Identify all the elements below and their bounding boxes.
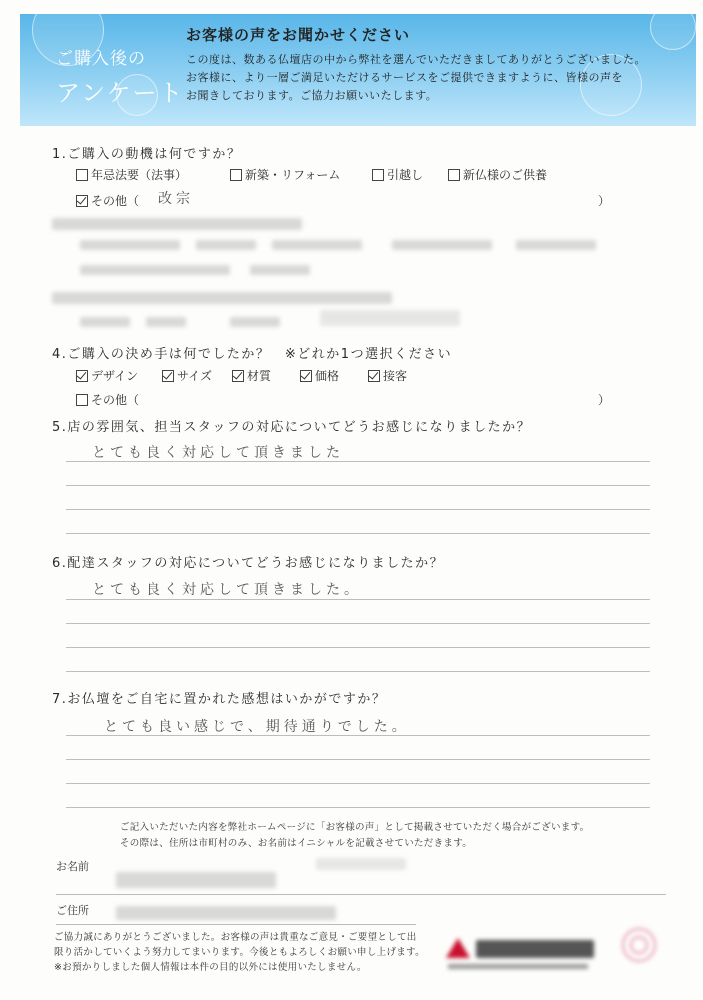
checkbox[interactable] bbox=[76, 394, 88, 406]
answer-line bbox=[66, 461, 650, 462]
question-5-title: 5.店の雰囲気、担当スタッフの対応についてどうお感じになりましたか？ bbox=[52, 420, 532, 435]
q1-other-answer: 改宗 bbox=[158, 191, 194, 207]
q1-option-new-buddha[interactable]: 新仏様のご供養 bbox=[448, 166, 547, 183]
question-6-title: 6.配達スタッフの対応についてどうお感じになりましたか？ bbox=[52, 556, 445, 571]
intro-line: お客様に、より一層ご満足いただけるサービスをご提供できますように、皆様の声を bbox=[186, 71, 623, 84]
answer-line bbox=[66, 671, 650, 672]
checkbox-checked[interactable] bbox=[162, 370, 174, 382]
title-line2: アンケート bbox=[56, 79, 185, 107]
intro-panel bbox=[186, 24, 686, 116]
answer-line bbox=[66, 533, 650, 534]
closing-note: 限り活かしていくよう努力してまいります。今後ともよろしくお願い申し上げます。 bbox=[54, 947, 425, 958]
close-paren: ） bbox=[598, 194, 611, 208]
checkbox-checked[interactable] bbox=[76, 195, 88, 207]
title-line1: ご購入後の bbox=[56, 49, 146, 69]
q4-option-other[interactable]: その他（ bbox=[76, 391, 139, 408]
q6-answer: とても良く対応して頂きました。 bbox=[92, 582, 362, 598]
q1-option-moving[interactable]: 引越し bbox=[372, 166, 423, 183]
q1-option-other[interactable]: その他（ bbox=[76, 192, 139, 209]
question-1-title: 1.ご購入の動機は何ですか？ bbox=[52, 147, 242, 162]
stamp-mark bbox=[618, 924, 658, 968]
q7-answer: とても良い感じで、期待通りでした。 bbox=[104, 719, 410, 735]
q5-answer: とても良く対応して頂きました bbox=[92, 445, 344, 461]
publish-notice: ご記入いただいた内容を弊社ホームページに「お客様の声」として掲載させていただく場合がございます。 bbox=[120, 822, 590, 833]
q4-option-design[interactable]: デザイン bbox=[76, 367, 138, 384]
question-4-title: 4.ご購入の決め手は何でしたか？ ※どれか1つ選択ください bbox=[52, 347, 453, 362]
answer-line bbox=[66, 623, 650, 624]
checkbox-checked[interactable] bbox=[76, 370, 88, 382]
q4-option-material[interactable]: 材質 bbox=[232, 367, 271, 384]
intro-line: この度は、数ある仏壇店の中から弊社を選んでいただきましてありがとうございました。 bbox=[186, 53, 646, 66]
answer-line bbox=[66, 759, 650, 760]
address-value-redacted bbox=[116, 906, 336, 920]
q4-option-service[interactable]: 接客 bbox=[368, 367, 407, 384]
company-logo bbox=[440, 928, 600, 972]
q4-option-size[interactable]: サイズ bbox=[162, 367, 212, 384]
q1-option-memorial[interactable]: 年忌法要（法事） bbox=[76, 166, 187, 183]
name-value-redacted bbox=[116, 872, 276, 888]
answer-line bbox=[66, 599, 650, 600]
header-banner bbox=[20, 14, 696, 126]
close-paren: ） bbox=[598, 393, 611, 407]
checkbox-checked[interactable] bbox=[368, 370, 380, 382]
name-reading-redacted bbox=[316, 858, 406, 870]
question-7-title: 7.お仏壇をご自宅に置かれた感想はいかがですか？ bbox=[52, 692, 387, 707]
answer-line bbox=[66, 735, 650, 736]
q1-option-renovation[interactable]: 新築・リフォーム bbox=[230, 166, 340, 183]
answer-line bbox=[66, 509, 650, 510]
answer-line bbox=[66, 647, 650, 648]
privacy-note: ※お預かりしました個人情報は本件の目的以外には使用いたしません。 bbox=[54, 962, 367, 973]
answer-line bbox=[66, 807, 650, 808]
address-label: ご住所 bbox=[56, 904, 89, 917]
intro-heading: お客様の声をお聞かせください bbox=[186, 26, 411, 44]
q4-option-price[interactable]: 価格 bbox=[300, 367, 339, 384]
intro-line: お聞きしております。ご協力お願いいたします。 bbox=[186, 89, 438, 102]
checkbox-checked[interactable] bbox=[232, 370, 244, 382]
checkbox[interactable] bbox=[230, 169, 242, 181]
name-label: お名前 bbox=[56, 860, 89, 873]
closing-note: ご協力誠にありがとうございました。お客様の声は貴重なご意見・ご要望として出 bbox=[54, 932, 417, 943]
checkbox[interactable] bbox=[372, 169, 384, 181]
survey-title bbox=[56, 44, 185, 108]
address-field-line[interactable] bbox=[56, 924, 416, 925]
answer-line bbox=[66, 485, 650, 486]
answer-line bbox=[66, 783, 650, 784]
checkbox[interactable] bbox=[76, 169, 88, 181]
checkbox[interactable] bbox=[448, 169, 460, 181]
checkbox-checked[interactable] bbox=[300, 370, 312, 382]
name-field-line[interactable] bbox=[56, 894, 666, 895]
publish-notice: その際は、住所は市町村のみ、お名前はイニシャルを記載させていただきます。 bbox=[120, 838, 473, 849]
